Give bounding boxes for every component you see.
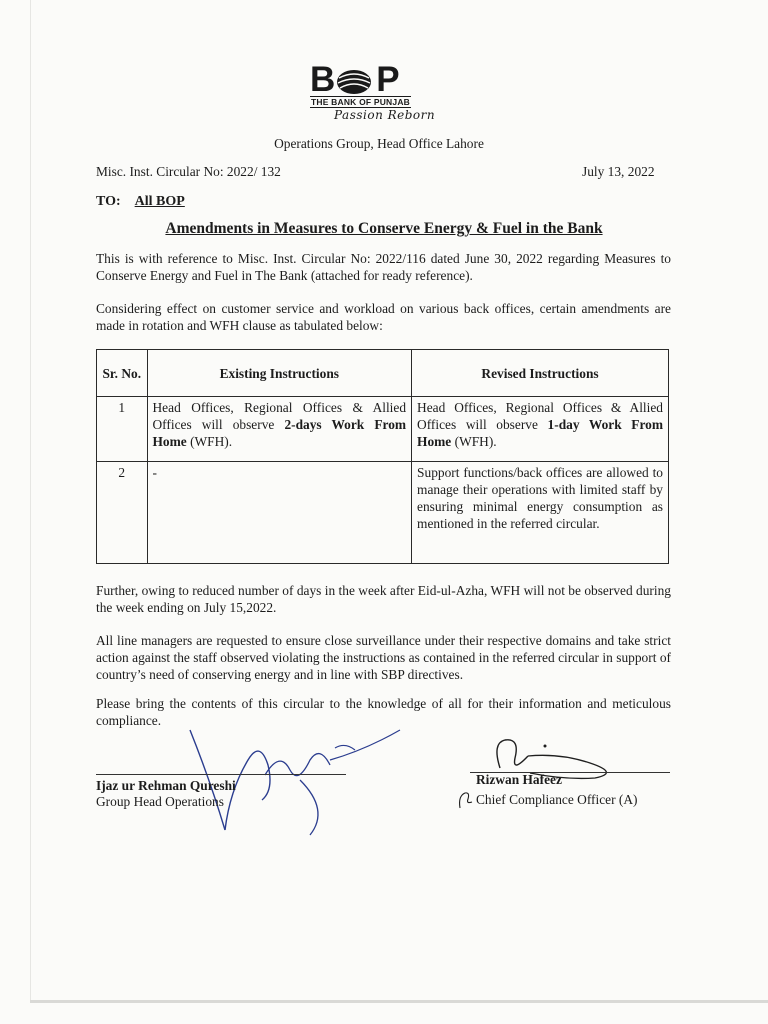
left-signatory-title: Group Head Operations (96, 794, 224, 809)
header-existing: Existing Instructions (147, 350, 412, 397)
department-heading: Operations Group, Head Office Lahore (274, 136, 484, 151)
header-revised: Revised Instructions (412, 350, 669, 397)
left-signature-line (96, 774, 346, 775)
subject-title: Amendments in Measures to Conserve Energy & Fuel in the Bank (165, 220, 603, 237)
cell-revised: Head Offices, Regional Offices & Allied Offices will observe 1-day Work From Home (WFH). (412, 397, 669, 462)
bank-logo (310, 62, 470, 124)
circular-date: July 13, 2022 (582, 164, 655, 179)
addressee: All BOP (134, 194, 185, 209)
cell-sr: 1 (97, 397, 148, 462)
to-label: TO: (96, 194, 121, 209)
page-bottom-edge (30, 1000, 768, 1003)
right-signatory-name: Rizwan Hafeez (476, 772, 562, 787)
logo-subtitle: THE BANK OF PUNJAB (311, 97, 410, 107)
cell-existing: Head Offices, Regional Offices & Allied Offices will observe 2-days Work From Home (WFH). (147, 397, 412, 462)
header-sr-no: Sr. No. (97, 350, 148, 397)
table-row (97, 462, 669, 564)
cell-revised: Support functions/back offices are allowed to manage their operations with limited staff by ensuring minimal energy consumption as mentioned in the referred circular. (412, 462, 669, 564)
paragraph-compliance: Please bring the contents of this circular to the knowledge of all for their information and meticulous compliance. (96, 696, 671, 728)
logo-wordmark: B P (310, 60, 401, 99)
paragraph-reference: This is with reference to Misc. Inst. Circular No: 2022/116 dated June 30, 2022 regarding Measures to Conserve Energy and Fuel in The Bank (attached for ready reference). (96, 251, 671, 283)
addressee-line (96, 193, 185, 210)
globe-icon (334, 66, 374, 94)
cell-sr: 2 (97, 462, 148, 564)
right-signatory-title: Chief Compliance Officer (A) (476, 792, 638, 807)
cell-existing: - (147, 462, 412, 564)
left-signatory-name: Ijaz ur Rehman Qureshi (96, 778, 236, 793)
paragraph-eid-notice: Further, owing to reduced number of days in the week after Eid-ul-Azha, WFH will not be observed during the week ending on July 15,2022. (96, 583, 671, 615)
paragraph-considering: Considering effect on customer service and workload on various back offices, certain amendments are made in rotation and WFH clause as tabulated below: (96, 301, 671, 333)
table-header-row (97, 350, 669, 397)
logo-tagline: Passion Reborn (334, 108, 436, 122)
table-row (97, 397, 669, 462)
circular-number: Misc. Inst. Circular No: 2022/ 132 (96, 164, 281, 179)
initial-mark (456, 790, 474, 810)
paragraph-surveillance: All line managers are requested to ensure close surveillance under their respective domains and take strict action against the staff observed violating the instructions as contained in the referred circular in support of country’s need of conserving energy and in line with SBP directives. (96, 633, 671, 682)
amendments-table (96, 349, 669, 564)
